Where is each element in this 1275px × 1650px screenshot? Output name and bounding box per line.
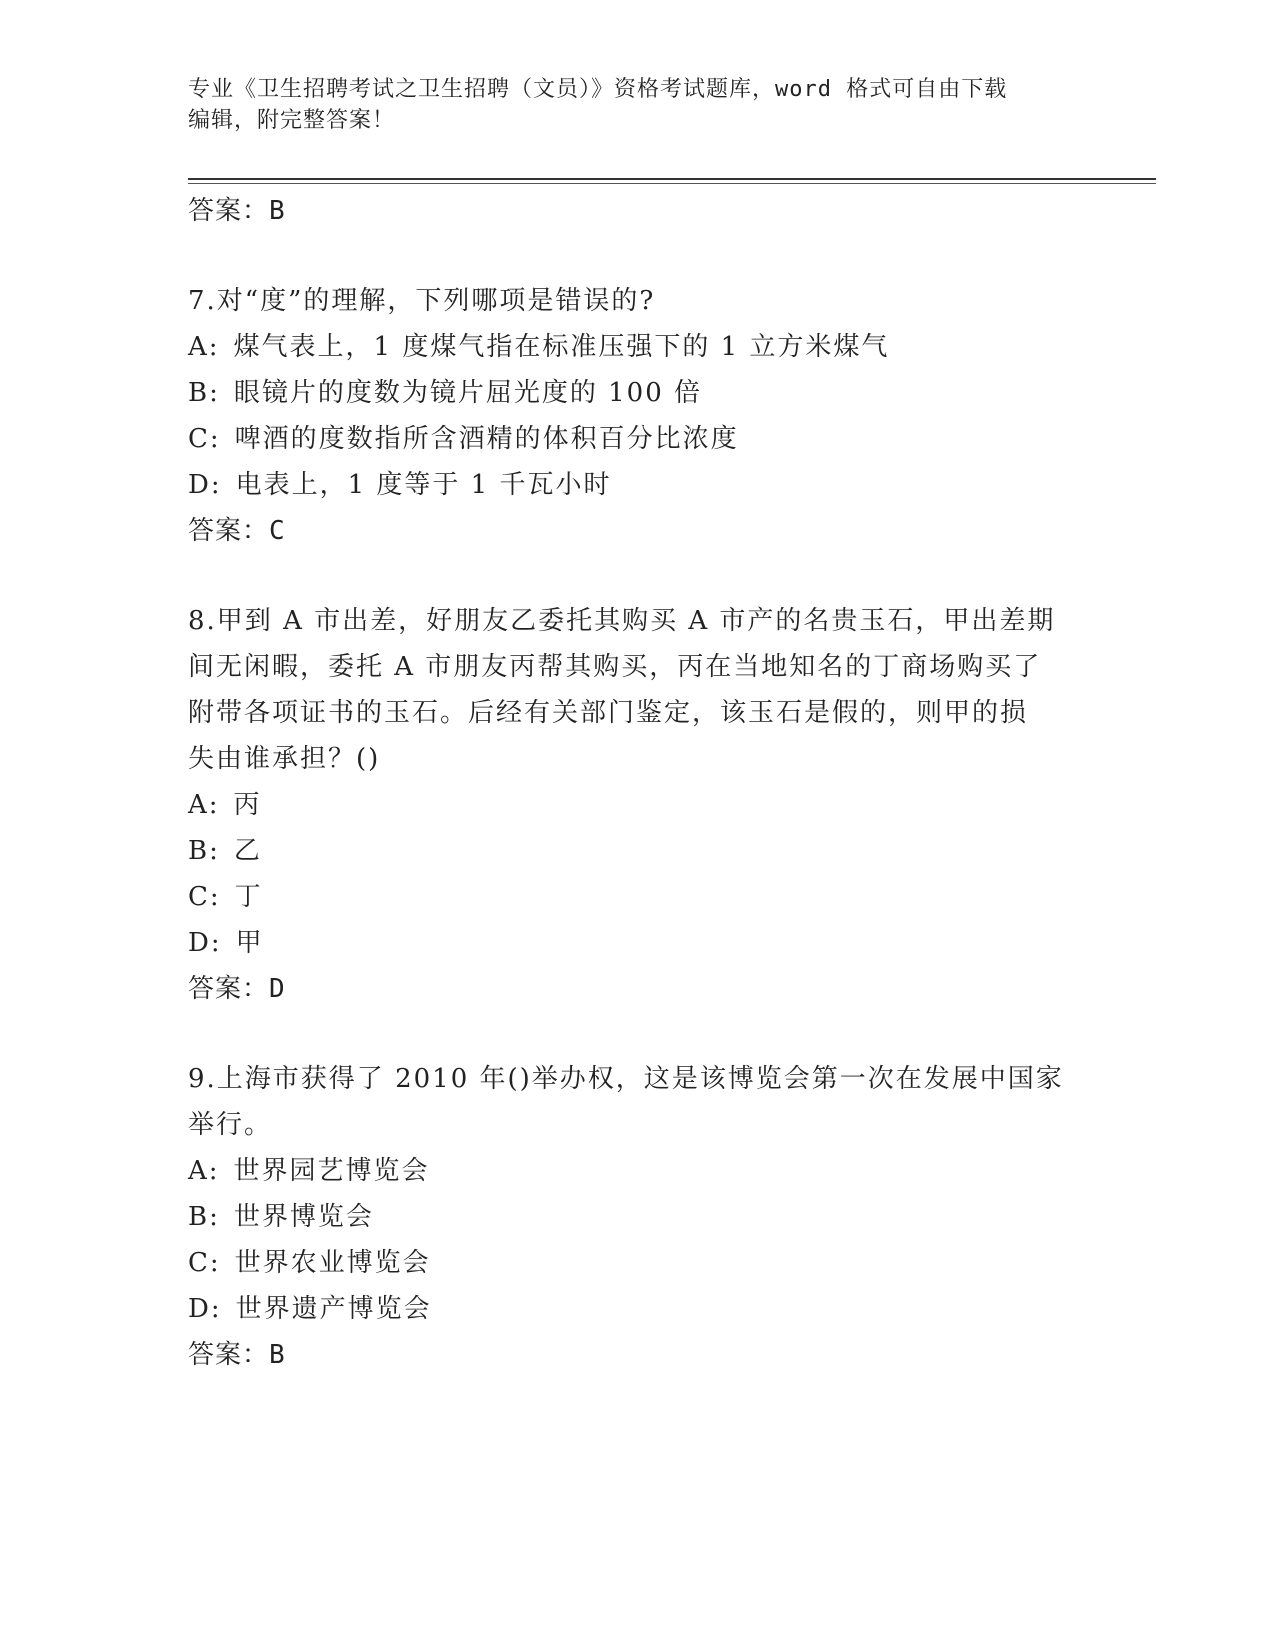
question-text — [188, 598, 1088, 782]
option-c — [188, 874, 1088, 920]
header-line-1: 专业《卫生招聘考试之卫生招聘（文员）》资格考试题库，word 格式可自由下载 — [188, 77, 1008, 102]
option-text: 世界遗产博览会 — [235, 1294, 432, 1324]
option-d — [188, 920, 1088, 966]
header-divider-thin — [188, 183, 1156, 184]
option-c — [188, 416, 1088, 462]
option-letter: D: — [188, 470, 222, 500]
option-letter: C: — [188, 424, 221, 454]
answer-line: 答案：D — [188, 974, 286, 1004]
question-line: 9.上海市获得了 2010 年()举办权，这是该博览会第一次在发展中国家 — [188, 1064, 1064, 1094]
option-text: 世界博览会 — [233, 1202, 374, 1232]
answer-line: 答案：C — [188, 516, 286, 546]
question-block-8 — [188, 598, 1088, 1012]
spacer — [188, 234, 1088, 278]
option-a — [188, 782, 1088, 828]
header-divider-thick — [188, 178, 1156, 180]
option-text: 乙 — [233, 836, 262, 866]
option-letter: D: — [188, 928, 222, 958]
option-text: 煤气表上，1 度煤气指在标准压强下的 1 立方米煤气 — [233, 332, 890, 362]
option-text: 丁 — [234, 882, 263, 912]
question-line: 8.甲到 A 市出差，好朋友乙委托其购买 A 市产的名贵玉石，甲出差期 — [188, 606, 1056, 636]
option-letter: A: — [188, 1156, 220, 1186]
answer-line-prev: 答案：B — [188, 196, 286, 226]
option-d — [188, 462, 1088, 508]
option-letter: A: — [188, 790, 220, 820]
option-b — [188, 1194, 1088, 1240]
option-b — [188, 370, 1088, 416]
question-line: 举行。 — [188, 1110, 273, 1140]
option-text: 啤酒的度数指所含酒精的体积百分比浓度 — [234, 424, 739, 454]
option-text: 眼镜片的度数为镜片屈光度的 100 倍 — [233, 378, 703, 408]
option-text: 世界园艺博览会 — [233, 1156, 430, 1186]
spacer — [188, 554, 1088, 598]
answer-line: 答案：B — [188, 1340, 286, 1370]
question-line: 失由谁承担？() — [188, 744, 381, 774]
question-block-7 — [188, 278, 1088, 554]
page-header — [188, 74, 1068, 136]
option-text: 世界农业博览会 — [234, 1248, 431, 1278]
option-letter: C: — [188, 1248, 221, 1278]
question-text — [188, 1056, 1088, 1148]
option-a — [188, 324, 1088, 370]
option-c — [188, 1240, 1088, 1286]
option-text: 丙 — [233, 790, 262, 820]
option-letter: B: — [188, 1202, 220, 1232]
question-list — [188, 188, 1088, 1378]
spacer — [188, 1012, 1088, 1056]
option-letter: B: — [188, 836, 220, 866]
option-b — [188, 828, 1088, 874]
option-letter: B: — [188, 378, 220, 408]
header-line-2: 编辑，附完整答案！ — [188, 108, 396, 133]
question-line: 7.对“度”的理解，下列哪项是错误的? — [188, 286, 656, 316]
question-text — [188, 278, 1088, 324]
option-letter: A: — [188, 332, 220, 362]
option-text: 电表上，1 度等于 1 千瓦小时 — [235, 470, 612, 500]
option-text: 甲 — [235, 928, 264, 958]
question-block-9 — [188, 1056, 1088, 1378]
question-line: 附带各项证书的玉石。后经有关部门鉴定，该玉石是假的，则甲的损 — [188, 698, 1029, 728]
option-a — [188, 1148, 1088, 1194]
question-line: 间无闲暇，委托 A 市朋友丙帮其购买，丙在当地知名的丁商场购买了 — [188, 652, 1042, 682]
option-letter: C: — [188, 882, 221, 912]
option-d — [188, 1286, 1088, 1332]
option-letter: D: — [188, 1294, 222, 1324]
